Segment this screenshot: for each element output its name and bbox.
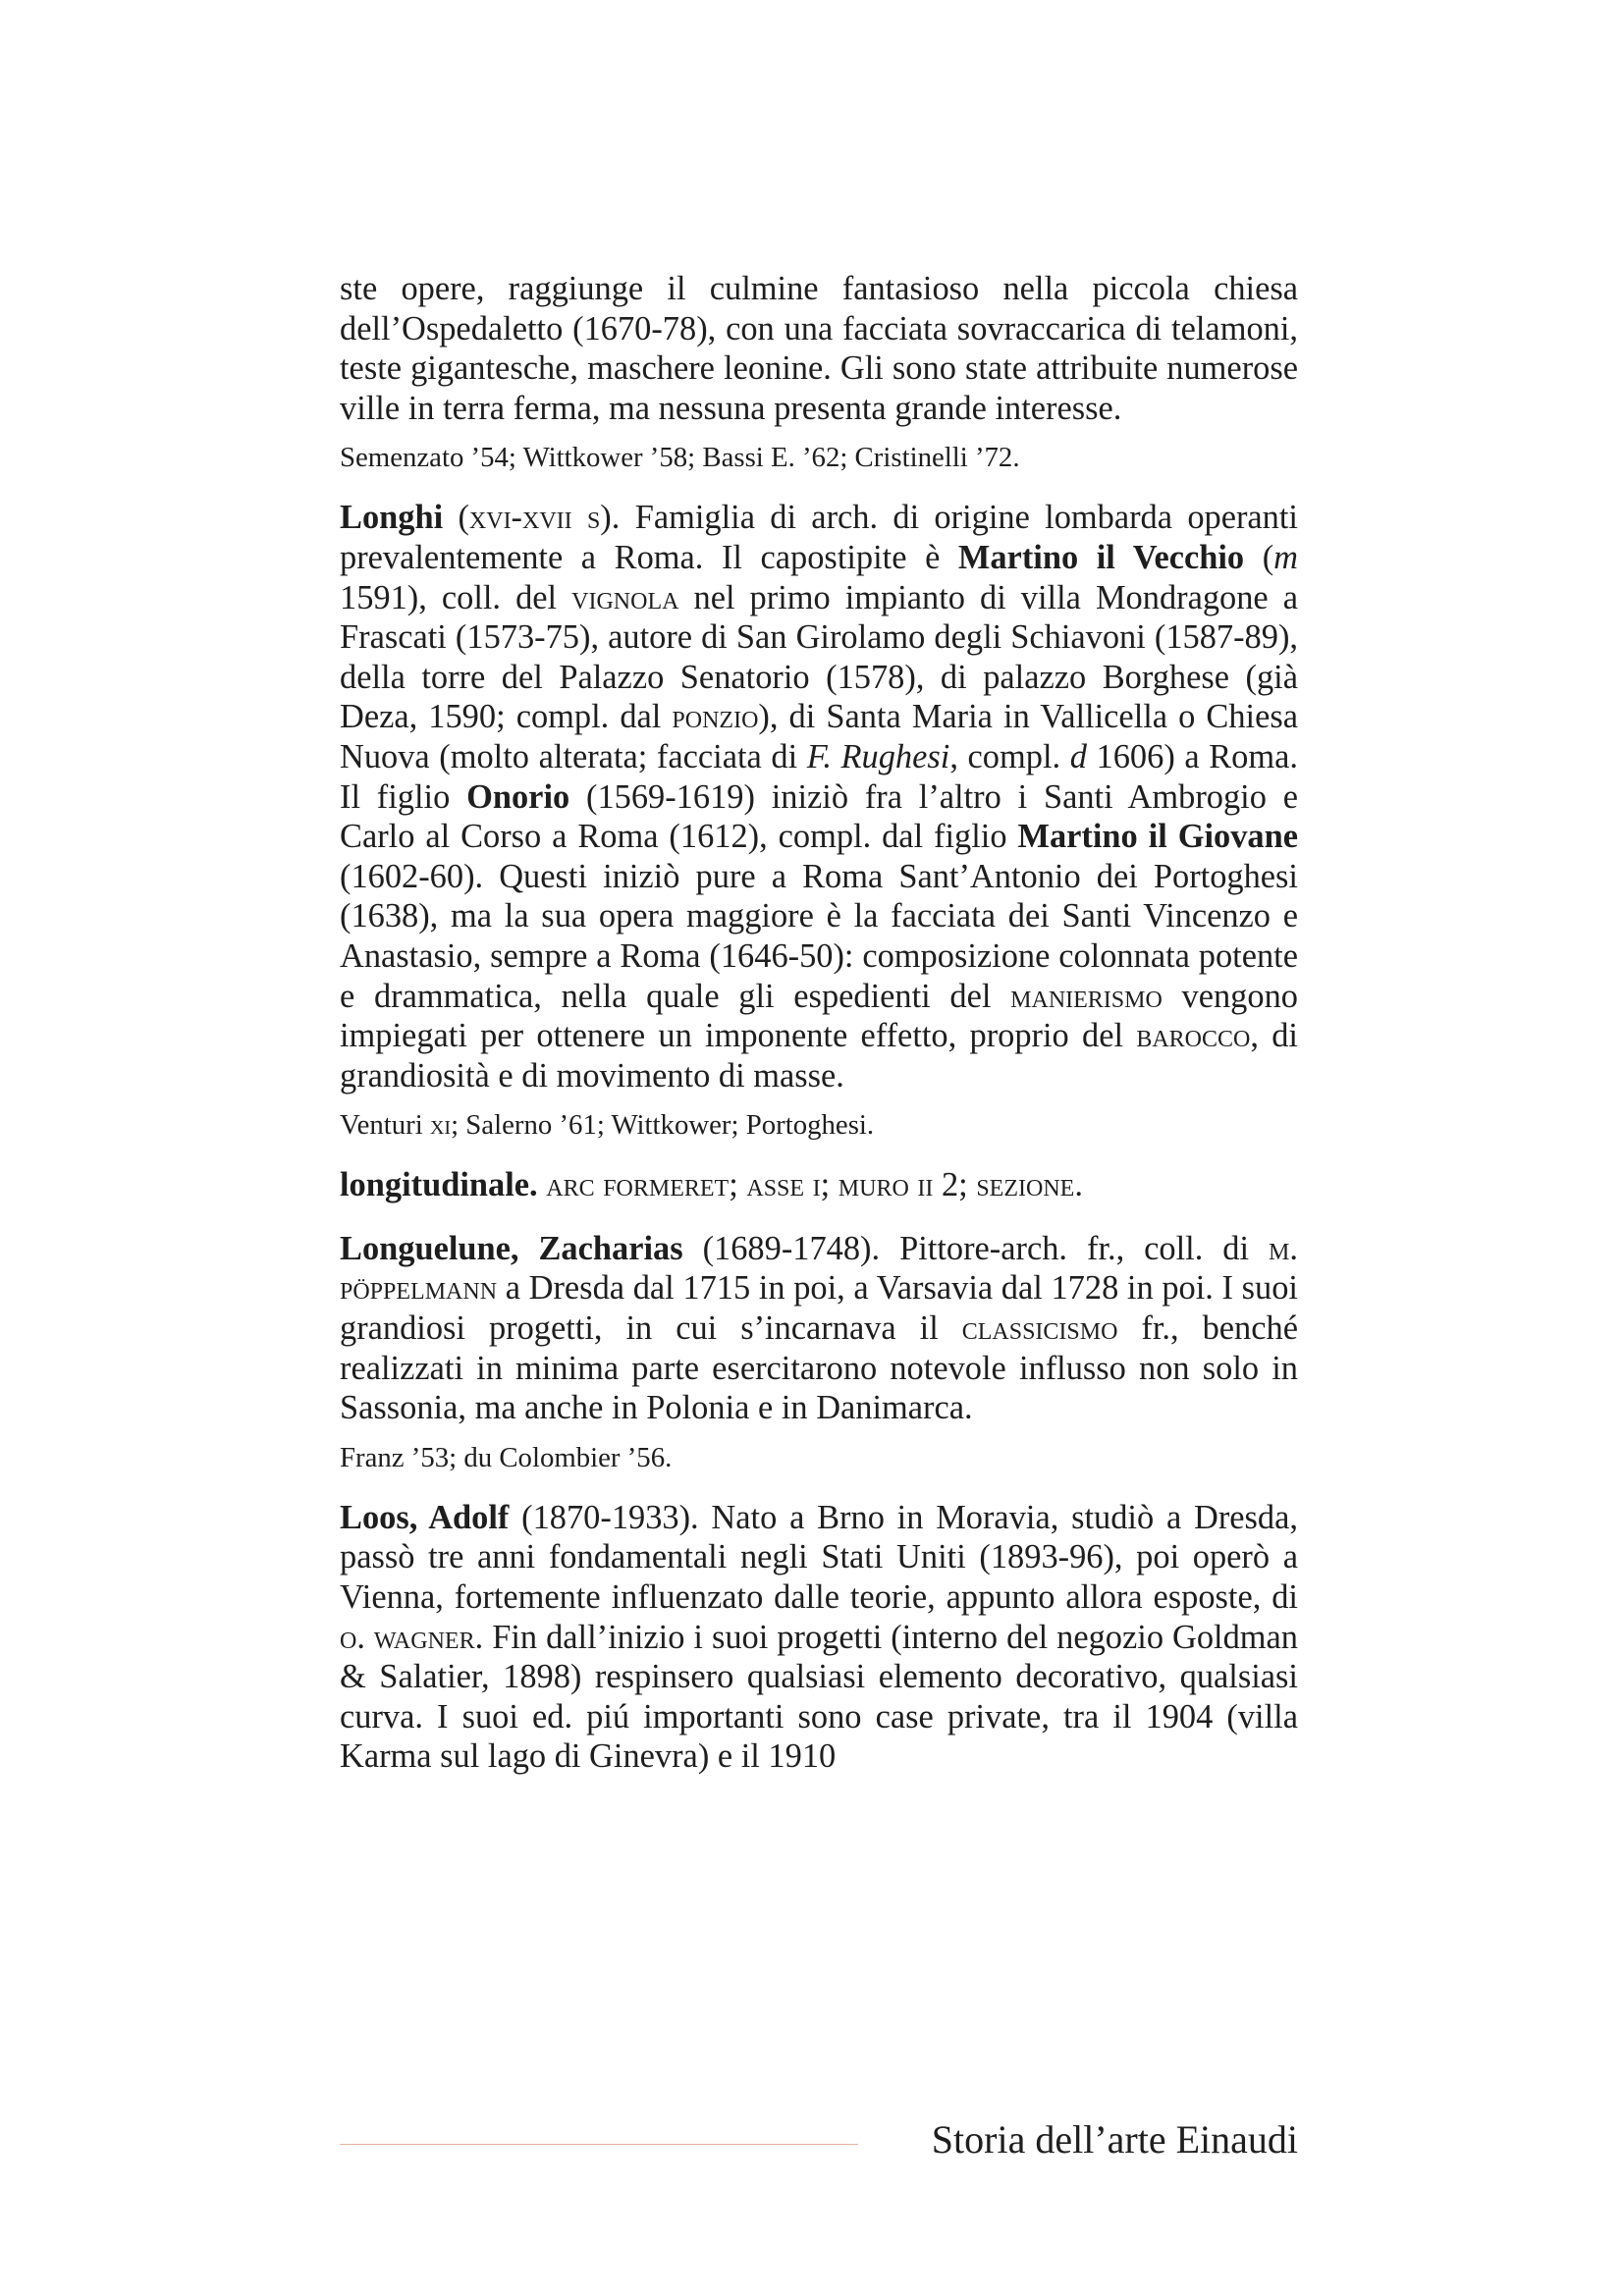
entry-text: , compl. [949,737,1061,775]
longhi-bibliography [340,1108,1298,1142]
entry-text: . Fin dall’inizio i suoi progetti (interno del negozio Goldman & Salatier, 1898) respinsero qualsiasi elemento decorativo, qualsiasi curva. I suoi ed. piú importanti sono case private, tra il 1904 (villa Karma sul lago di Ginevra) e il 1910 [340,1618,1299,1776]
footer-title: Storia dell’arte Einaudi [931,2117,1298,2162]
entry-text: 1591), coll. del [340,578,558,616]
entry-longhi [340,498,1298,1095]
cross-reference: manierismo [1010,977,1163,1015]
entry-heading: longitudinale. [340,1166,538,1204]
entry-text: Famiglia di arch. di origine lombarda operanti prevalentemente a Roma. Il capostipite è [340,499,1298,576]
entry-text: ), di Santa Maria in Vallicella o Chiesa Nuova (molto alterata; facciata di [340,698,1298,775]
person-name: Onorio [466,777,570,816]
entry-longuelune [340,1229,1298,1428]
main-text-column [340,269,1298,1777]
biblio-text: ; Salerno ’61; Wittkower; Portoghesi. [451,1109,875,1142]
intro-bibliography: Semenzato ’54; Wittkower ’58; Bassi E. ’62; Cristinelli ’72. [340,442,1020,474]
cross-reference: arc formeret; asse i; muro ii 2; sezione. [546,1166,1083,1204]
entry-text: (1689-1748). Pittore-arch. fr., coll. di [702,1229,1250,1267]
intro-text: ste opere, raggiunge il culmine fantasioso nella piccola chiesa dell’Ospedaletto (1670-78), con una facciata sovraccarica di telamoni, teste gigantesche, maschere leonine. Gli sono state attribuite numerose ville in terra ferma, ma nessuna presenta grande interesse. [340,270,1298,427]
person-name: Martino il Vecchio [957,538,1245,576]
entry-loos [340,1498,1298,1777]
footer-rule [340,2144,858,2145]
entry-text: (1870-1933). Nato a Brno in Moravia, studiò a Dresda, passò tre anni fondamentali negli Stati Uniti (1893-96), poi operò a Vienna, fortemente influenzato dalle teorie, appunto allora esposte, di [340,1498,1298,1617]
cross-reference: vignola [571,578,679,616]
cross-reference: ponzio [672,698,759,736]
page-footer [340,2110,1298,2169]
entry-text: (1569-1619) iniziò fra l’altro i Santi Ambrogio e Carlo al Corso a Roma (1612), compl. dal figlio [340,777,1298,856]
entry-text: fr., benché realizzati in minima parte esercitarono notevole influsso non solo in Sassonia, ma anche in Polonia e in Danimarca. [340,1309,1298,1427]
biblio-volume: xi [429,1109,452,1142]
entry-text: , di grandiosità e di movimento di masse. [340,1017,1298,1095]
cross-reference: classicismo [961,1309,1118,1348]
person-name-italic: F. Rughesi [806,737,950,775]
longuelune-bibliography: Franz ’53; du Colombier ’56. [340,1441,673,1473]
entry-heading: Loos, Adolf [340,1498,510,1536]
entry-text: (1602-60). Questi iniziò pure a Roma Sant’Antonio dei Portoghesi (1638), ma la sua opera maggiore è la facciata dei Santi Vincenzo e Anastasio, sempre a Roma (1646-50): composizione colonnata potente e drammatica, nella quale gli espedienti del [340,857,1298,1015]
entry-text: a Dresda dal 1715 in poi, a Varsavia dal 1728 in poi. I suoi grandiosi progetti, in cui s’incarnava il [340,1269,1298,1348]
entry-heading: Longuelune, Zacharias [340,1229,683,1267]
person-name: Martino il Giovane [1017,818,1298,856]
entry-text: nel primo impianto di villa Mondragone a Frascati (1573-75), autore di San Girolamo degli Schiavoni (1587-89), della torre del Palazzo Senatorio (1578), di palazzo Borghese (già Deza, 1590; compl. dal [340,578,1298,736]
entry-text: vengono impiegati per ottenere un imponente effetto, proprio del [340,977,1298,1055]
abbrev-italic: m [1273,538,1298,576]
abbrev-italic: d [1069,737,1087,775]
cross-reference: barocco [1136,1017,1251,1055]
intro-paragraph [340,269,1298,428]
entry-heading: Longhi [340,499,444,537]
cross-reference: o. wagner [340,1618,475,1656]
biblio-text: Venturi [340,1109,423,1142]
entry-longitudinale [340,1165,1298,1205]
entry-dates: (xvi-xvii s). [458,499,621,537]
entry-text: ( [1262,538,1274,576]
entry-text: 1606) a Roma. Il figlio [340,737,1298,816]
cross-reference: m. pöppelmann [340,1229,1298,1308]
